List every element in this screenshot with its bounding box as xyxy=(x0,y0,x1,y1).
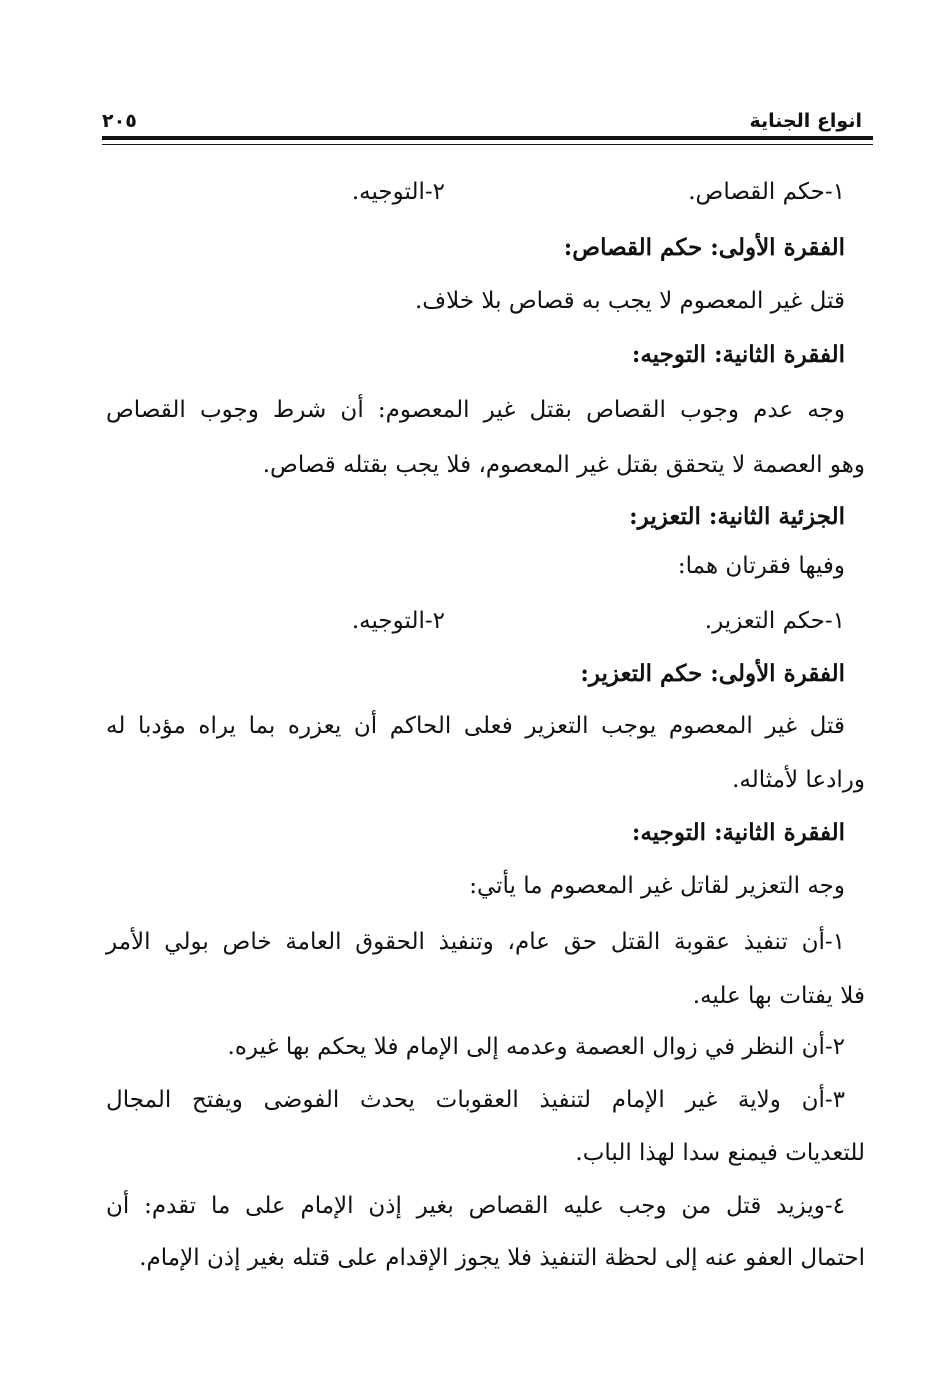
paragraph-line: وجه التعزير لقاتل غير المعصوم ما يأتي: xyxy=(469,873,845,899)
running-title: انواع الجناية xyxy=(749,110,862,132)
page-header xyxy=(102,104,862,132)
paragraph-line: قتل غير المعصوم يوجب التعزير فعلى الحاكم أن يعزره بما يراه مؤدبا له xyxy=(106,713,845,739)
header-rule-thin xyxy=(102,144,873,145)
section-heading: الفقرة الثانية: التوجيه: xyxy=(631,341,845,368)
section-heading: الفقرة الأولى: حكم القصاص: xyxy=(563,234,845,261)
list-item: ١-أن تنفيذ عقوبة القتل حق عام، وتنفيذ الحقوق العامة خاص بولي الأمر xyxy=(106,929,845,955)
list-item-1: ١-حكم التعزير. xyxy=(704,608,845,634)
list-item: ٣-أن ولاية غير الإمام لتنفيذ العقوبات يحدث الفوضى ويفتح المجال xyxy=(106,1087,845,1113)
paragraph-line: فلا يفتات بها عليه. xyxy=(692,983,865,1009)
list-item-pair xyxy=(351,172,845,212)
paragraph-line: للتعديات فيمنع سدا لهذا الباب. xyxy=(575,1140,865,1166)
header-rule-thick xyxy=(102,136,873,140)
page-number: ٢٠٥ xyxy=(102,110,137,132)
list-item: ٤-ويزيد قتل من وجب عليه القصاص بغير إذن الإمام على ما تقدم: أن xyxy=(106,1193,845,1219)
paragraph-line: قتل غير المعصوم لا يجب به قصاص بلا خلاف. xyxy=(414,288,845,314)
subsection-heading: الجزئية الثانية: التعزير: xyxy=(629,503,845,530)
list-item-2: ٢-التوجيه. xyxy=(351,608,445,634)
list-item-pair xyxy=(351,601,845,641)
section-heading: الفقرة الأولى: حكم التعزير: xyxy=(580,660,845,687)
section-heading: الفقرة الثانية: التوجيه: xyxy=(631,819,845,846)
paragraph-line: احتمال العفو عنه إلى لحظة التنفيذ فلا يجوز الإقدام على قتله بغير إذن الإمام. xyxy=(139,1245,865,1271)
paragraph-line: وهو العصمة لا يتحقق بقتل غير المعصوم، فلا يجب بقتله قصاص. xyxy=(262,452,865,478)
paragraph-line: وفيها فقرتان هما: xyxy=(677,553,845,579)
list-item: ٢-أن النظر في زوال العصمة وعدمه إلى الإمام فلا يحكم بها غيره. xyxy=(227,1034,845,1060)
list-item-1: ١-حكم القصاص. xyxy=(688,179,845,205)
paragraph-line: ورادعا لأمثاله. xyxy=(732,767,865,793)
list-item-2: ٢-التوجيه. xyxy=(351,179,445,205)
paragraph-line: وجه عدم وجوب القصاص بقتل غير المعصوم: أن شرط وجوب القصاص xyxy=(106,397,845,423)
